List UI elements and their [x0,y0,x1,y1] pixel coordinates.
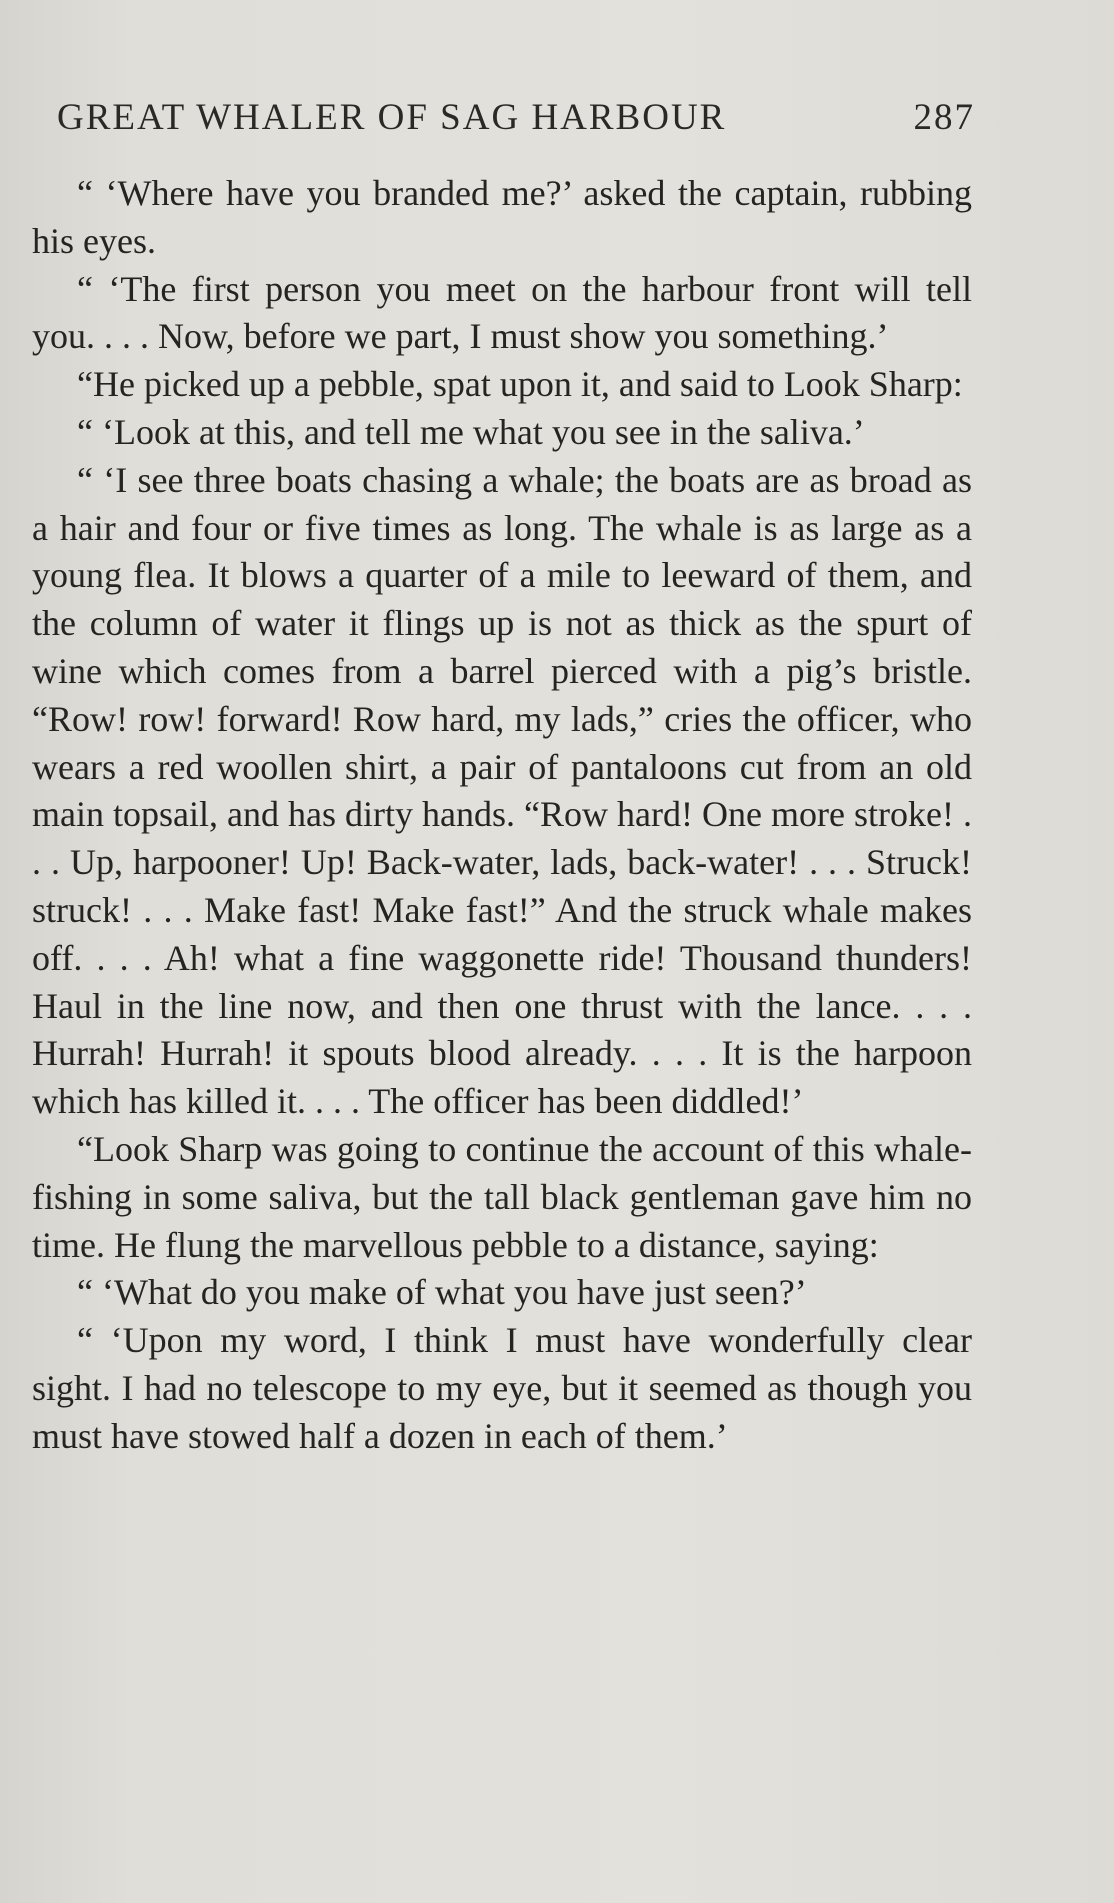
paragraph: “ ‘Upon my word, I think I must have wonderfully clear sight. I had no telescope to my eye, but it seemed as though you must have stowed half a dozen in each of them.’ [32,1320,972,1456]
running-head [57,96,975,148]
paragraph: “ ‘What do you make of what you have just seen?’ [77,1272,807,1313]
page-number: 287 [913,97,975,138]
paragraph: “ ‘Where have you branded me?’ asked the captain, rubbing his eyes. [32,173,972,261]
paragraph: “He picked up a pebble, spat upon it, and said to Look Sharp: [77,364,963,405]
paragraph: “ ‘Look at this, and tell me what you see in the saliva.’ [77,411,865,452]
paragraph: “ ‘I see three boats chasing a whale; the boats are as broad as a hair and four or five times as long. The whale is as large as a young flea. It blows a quarter of a mile to leeward of them, and the column of water it flings up is not as thick as the spurt of wine which comes from a barrel pierced with a pig’s bristle. “Row! row! forward! Row hard, my lads,” cries the officer, who wears a red woollen shirt, a pair of pantaloons cut from an old main topsail, and has dirty hands. “Row hard! One more stroke! . . . Up, harpooner! Up! Back-water, lads, back-water! . . . Struck! struck! . . . Make fast! Make fast!” And the struck whale makes off. . . . Ah! what a fine waggonette ride! Thousand thunders! Haul in the line now, and then one thrust with the lance. . . . Hurrah! Hurrah! it spouts blood already. . . . It is the harpoon which has killed it. . . . The officer has been diddled!’ [32,459,972,1122]
running-title: GREAT WHALER OF SAG HARBOUR [57,97,727,138]
body-text [32,170,972,1461]
paragraph: “Look Sharp was going to continue the account of this whale-fishing in some saliva, but the tall black gentleman gave him no time. He flung the marvellous pebble to a distance, saying: [32,1128,972,1265]
paragraph: “ ‘The first person you meet on the harbour front will tell you. . . . Now, before we part, I must show you something.’ [32,268,972,357]
